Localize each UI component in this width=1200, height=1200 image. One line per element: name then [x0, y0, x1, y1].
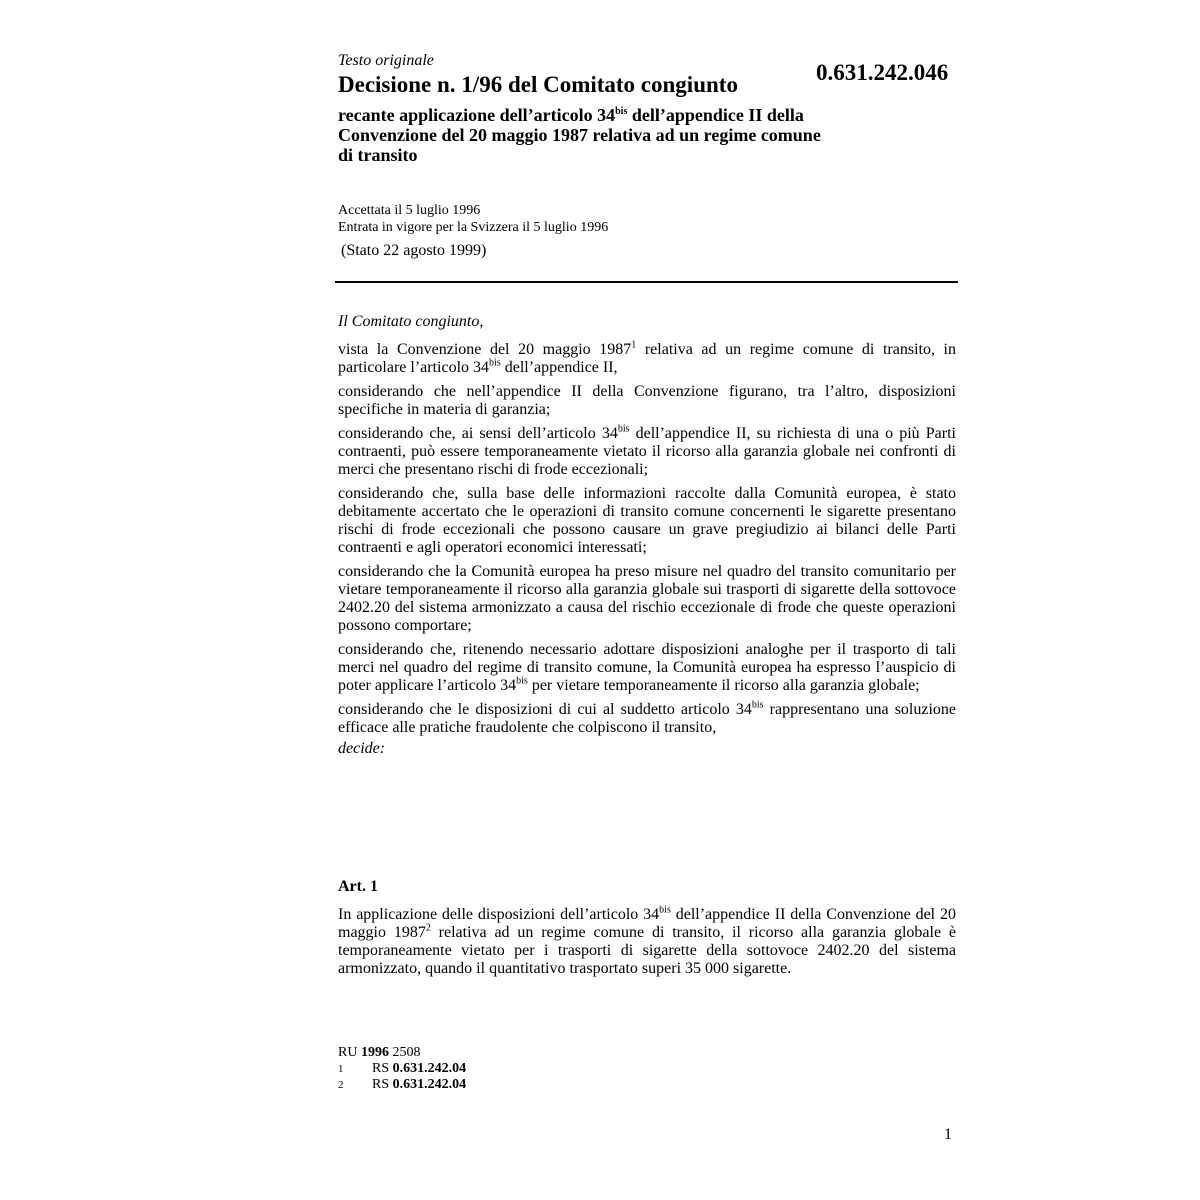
- preamble-paragraph: considerando che nell’appendice II della Convenzione figurano, tra l’altro, disposizioni specifiche in materia di garanzia;: [338, 383, 956, 418]
- document-label: Testo originale: [338, 52, 434, 69]
- dates-block: [338, 202, 608, 236]
- in-force-date: Entrata in vigore per la Svizzera il 5 luglio 1996: [338, 220, 609, 235]
- preamble-paragraph: considerando che le disposizioni di cui al suddetto articolo $34^{bis}$ rappresentano una soluzione efficace alle pratiche fraudolente che colpiscono il transito,: [338, 699, 957, 736]
- footnote-ref-2[interactable]: 2: [425, 922, 431, 934]
- preamble-paragraph: vista la Convenzione del 20 maggio 1987$^1$ relativa ad un regime comune di transito, in particolare l’articolo $34^{bis}$ dell’appendice II,: [338, 339, 956, 376]
- preamble: [338, 313, 956, 758]
- footnote-1: 1 RS 0.631.242.04: [338, 1061, 467, 1076]
- preamble-intro: Il Comitato congiunto,: [338, 313, 484, 330]
- footnote-link[interactable]: 0.631.242.04: [392, 1077, 467, 1092]
- footnotes: [338, 1045, 466, 1093]
- article-1-text: In applicazione delle disposizioni dell’articolo $34^{bis}$ dell’appendice II della Convenzione del 20 maggio 1987$^2$ relativa ad un regime comune di transito, il ricorso alla garanzia globale è temporaneamente vietato per i trasporti di sigarette della sottovoce 2402.20 del sistema armonizzato, quando il quantitativo trasportato superi 35 000 sigarette.: [338, 904, 956, 977]
- header-divider: [335, 281, 958, 283]
- decide-text: decide:: [338, 740, 386, 757]
- ru-reference: RU 1996 2508: [338, 1045, 421, 1060]
- document-number: 0.631.242.046: [816, 60, 949, 85]
- document-subtitle: recante applicazione dell’articolo $34^{bis}$ dell’appendice II della Convenzione del 20 maggio 1987 relativa ad un regime comune di transito: [338, 105, 821, 165]
- accepted-date: Accettata il 5 luglio 1996: [338, 203, 481, 218]
- footnote-link[interactable]: 0.631.242.04: [392, 1061, 467, 1076]
- preamble-paragraph: considerando che, ritenendo necessario adottare disposizioni analoghe per il trasporto di tali merci nel quadro del regime di transito comune, la Comunità europea ha espresso l’auspicio di poter applicare l’articolo $34^{bis}$ per vietare temporaneamente il ricorso alla garanzia globale;: [338, 641, 956, 694]
- footnote-2: 2 RS 0.631.242.04: [338, 1077, 467, 1092]
- footnote-ref-1[interactable]: 1: [631, 339, 637, 351]
- article-1-title: Art. 1: [338, 878, 378, 895]
- preamble-paragraph: considerando che, sulla base delle informazioni raccolte dalla Comunità europea, è stato debitamente accertato che le operazioni di transito comune concernenti le sigarette presentano rischi di frode eccezionali che possono causare un grave pregiudizio ai bilanci delle Parti contraenti e agli operatori economici interessati;: [338, 485, 956, 556]
- page-number: 1: [944, 1126, 952, 1143]
- preamble-paragraph: considerando che, ai sensi dell’articolo $34^{bis}$ dell’appendice II, su richiesta di una o più Parti contraenti, può essere temporaneamente vietato il ricorso alla garanzia globale nei confronti di merci che presentano rischi di frode eccezionali;: [338, 423, 956, 478]
- document-title: Decisione n. 1/96 del Comitato congiunto: [338, 72, 738, 97]
- stato-date: (Stato 22 agosto 1999): [341, 242, 487, 259]
- preamble-paragraph: considerando che la Comunità europea ha preso misure nel quadro del transito comunitario per vietare temporaneamente il ricorso alla garanzia globale sui trasporti di sigarette della sottovoce 2402.20 del sistema armonizzato a causa del rischio eccezionale di frode che queste operazioni possono comportare;: [338, 563, 956, 634]
